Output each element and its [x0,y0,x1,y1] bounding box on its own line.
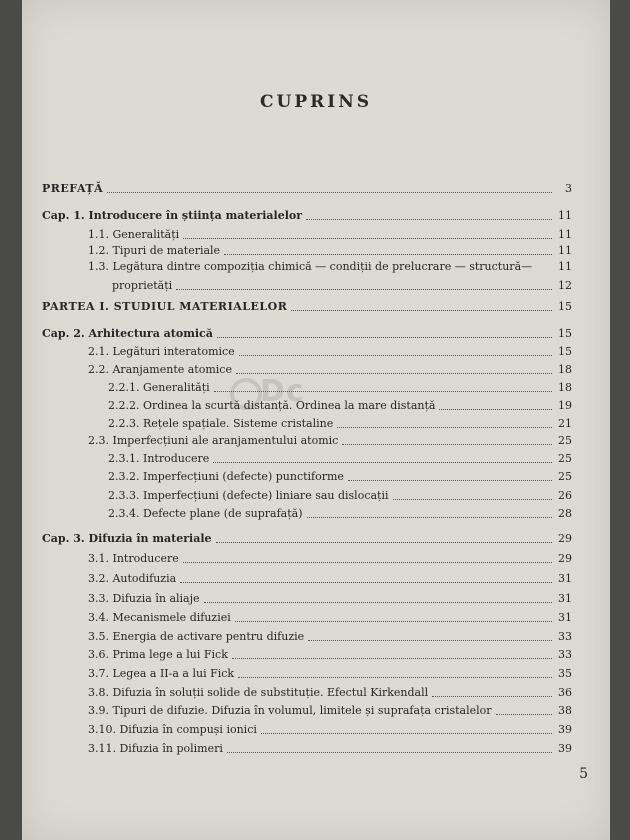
toc-entry-page: 15 [558,345,572,358]
toc-entry-label: 2.2.1. Generalități [108,381,210,394]
toc-entry-label: 3.2. Autodifuzia [88,572,177,585]
toc-entry-page: 18 [558,381,572,394]
page-number: 5 [579,766,588,782]
toc-entry-page: 29 [558,552,572,565]
toc-entry-section [88,628,572,644]
toc-entry-chapter [42,207,572,223]
toc-entry-subsection [108,450,572,466]
leader-dots [306,218,552,220]
toc-entry-label: 2.3.2. Imperfecțiuni (defecte) punctiforme [108,470,344,483]
toc-entry-label: proprietăți [112,279,173,292]
toc-entry-label: Cap. 2. Arhitectura atomică [42,327,213,340]
leader-dots [224,253,552,255]
toc-entry-page: 31 [558,611,572,624]
toc-entry-page: 31 [558,572,572,585]
watermark: Dc [260,374,305,409]
toc-entry-page: 11 [558,260,572,273]
toc-entry-section [88,432,572,448]
table-of-contents [22,0,610,840]
toc-entry-page: 18 [558,363,572,376]
toc-entry-section [88,609,572,625]
leader-dots [232,657,552,659]
toc-entry-page: 12 [558,279,572,292]
toc-entry-label: 1.2. Tipuri de materiale [88,244,221,257]
toc-entry-section [88,665,572,681]
toc-entry-section [88,646,572,662]
leader-dots [180,581,552,583]
toc-entry-page: 3 [565,182,572,195]
toc-entry-page: 29 [558,532,572,545]
toc-entry-label: Cap. 3. Difuzia în materiale [42,532,212,545]
toc-entry-page: 25 [558,434,572,447]
toc-entry-label: 3.1. Introducere [88,552,179,565]
leader-spacer [536,270,552,271]
leader-dots [348,479,552,481]
toc-entry-continuation [112,277,572,293]
leader-dots [107,191,552,193]
toc-entry-subsection [108,397,572,413]
toc-entry-subsection [108,415,572,431]
toc-entry-label: 3.3. Difuzia în aliaje [88,592,200,605]
toc-entry-page: 11 [558,228,572,241]
toc-entry-page: 11 [558,209,572,222]
toc-entry-section [88,258,572,274]
leader-dots [432,695,552,697]
toc-entry-label: 2.3. Imperfecțiuni ale aranjamentului atomic [88,434,339,447]
toc-entry-label: 2.2. Aranjamente atomice [88,363,232,376]
toc-entry-label: 1.1. Generalități [88,228,180,241]
leader-dots [239,354,552,356]
leader-dots [393,498,553,500]
toc-entry-section [88,361,572,377]
toc-entry-page: 31 [558,592,572,605]
toc-entry-section [88,721,572,737]
toc-entry-subsection [108,505,572,521]
toc-entry-label: 2.3.1. Introducere [108,452,210,465]
leader-dots [236,372,552,374]
page-title: CUPRINS [259,92,373,112]
toc-entry-page: 38 [558,704,572,717]
toc-entry-label: 3.8. Difuzia în soluții solide de substituție. Efectul Kirkendall [88,686,429,699]
toc-entry-label: 3.5. Energia de activare pentru difuzie [88,630,305,643]
toc-entry-label: PREFAȚĂ [42,182,104,195]
toc-entry-section [88,590,572,606]
toc-entry-page: 11 [558,244,572,257]
toc-entry-prefata [42,180,572,196]
toc-entry-page: 15 [558,300,572,313]
leader-dots [238,676,552,678]
toc-entry-label: 2.3.3. Imperfecțiuni (defecte) liniare sau dislocații [108,489,389,502]
toc-entry-chapter [42,325,572,341]
document-page [22,0,610,840]
toc-entry-label: Cap. 1. Introducere în știința materialelor [42,209,303,222]
toc-entry-page: 15 [558,327,572,340]
toc-entry-section [88,242,572,258]
toc-entry-page: 25 [558,470,572,483]
leader-dots [216,541,552,543]
leader-dots [337,426,552,428]
leader-dots [307,516,552,518]
toc-entry-page: 25 [558,452,572,465]
toc-entry-section [88,550,572,566]
toc-entry-subsection [108,379,572,395]
toc-entry-subsection [108,468,572,484]
leader-dots [308,639,552,641]
leader-dots [496,713,552,715]
toc-entry-subsection [108,487,572,503]
toc-entry-label: 2.2.3. Rețele spațiale. Sisteme cristaline [108,417,334,430]
toc-entry-page: 39 [558,723,572,736]
toc-entry-label: 3.4. Mecanismele difuziei [88,611,231,624]
leader-dots [261,732,552,734]
toc-entry-section [88,684,572,700]
toc-entry-label: 3.10. Difuzia în compuși ionici [88,723,257,736]
toc-entry-label: 2.3.4. Defecte plane (de suprafață) [108,507,303,520]
toc-entry-label: 2.1. Legături interatomice [88,345,235,358]
toc-entry-label: 3.6. Prima lege a lui Fick [88,648,228,661]
leader-dots [227,751,552,753]
toc-entry-section [88,226,572,242]
toc-entry-label: 1.3. Legătura dintre compoziția chimică — condiții de prelucrare — structură— [88,260,533,273]
toc-entry-label: 3.9. Tipuri de difuzie. Difuzia în volumul, limitele și suprafața cristalelor [88,704,492,717]
toc-entry-section [88,570,572,586]
leader-dots [183,237,552,239]
leader-dots [291,309,552,311]
toc-entry-page: 28 [558,507,572,520]
leader-dots [342,443,552,445]
toc-entry-page: 33 [558,648,572,661]
leader-dots [176,288,552,290]
toc-entry-label: 3.11. Difuzia în polimeri [88,742,223,755]
toc-entry-label: 2.2.2. Ordinea la scurtă distanță. Ordinea la mare distanță [108,399,436,412]
toc-entry-label: PARTEA I. STUDIUL MATERIALELOR [42,300,288,313]
leader-dots [217,336,552,338]
leader-dots [235,620,552,622]
toc-entry-chapter [42,530,572,546]
toc-entry-page: 35 [558,667,572,680]
leader-dots [439,408,552,410]
toc-entry-section [88,343,572,359]
leader-dots [213,461,552,463]
toc-entry-page: 26 [558,489,572,502]
toc-entry-page: 19 [558,399,572,412]
toc-entry-section [88,702,572,718]
toc-entry-label: 3.7. Legea a II-a a lui Fick [88,667,235,680]
leader-dots [214,390,552,392]
toc-entry-page: 21 [558,417,572,430]
toc-entry-page: 36 [558,686,572,699]
toc-entry-page: 33 [558,630,572,643]
toc-entry-section [88,740,572,756]
leader-dots [183,561,552,563]
toc-entry-part [42,298,572,314]
leader-dots [204,601,552,603]
toc-entry-page: 39 [558,742,572,755]
